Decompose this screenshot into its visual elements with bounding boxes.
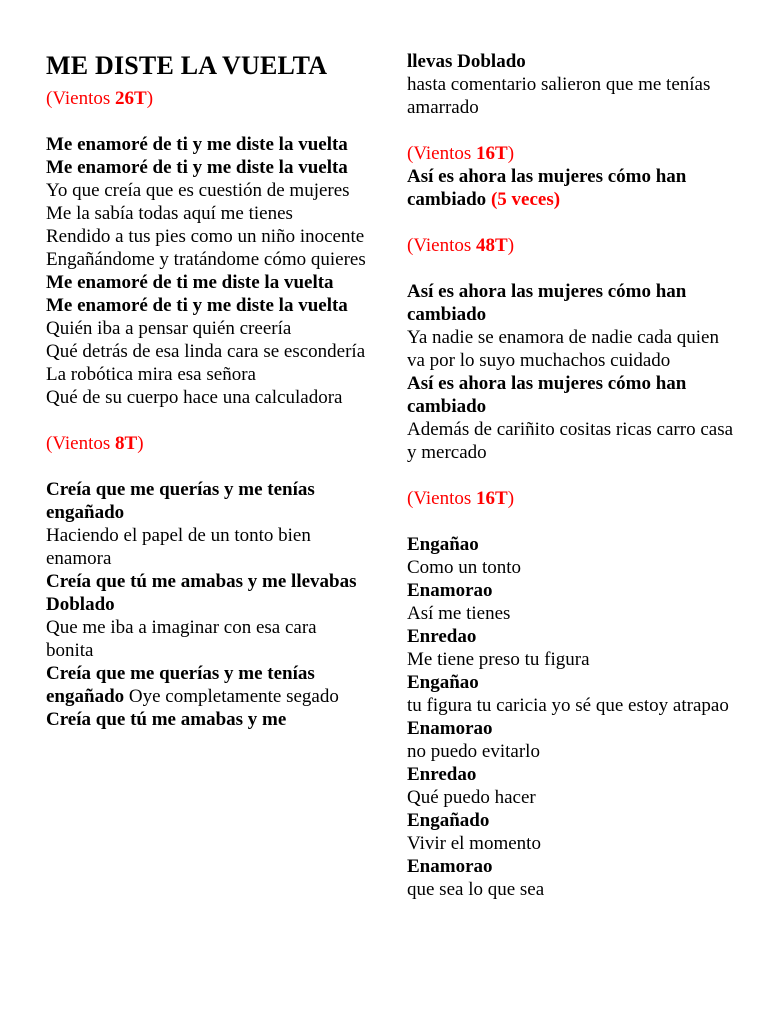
vientos-cue — [407, 142, 737, 165]
right-lyrics — [407, 50, 737, 901]
vientos-close: ) — [146, 88, 154, 109]
chorus-line: Me enamoré de ti y me diste la vuelta — [46, 134, 348, 155]
stanza-gap — [407, 211, 737, 234]
vientos-close: ) — [137, 433, 144, 454]
stanza-gap — [46, 110, 368, 133]
verse-line: Qué puedo hacer — [407, 787, 536, 808]
left-column — [46, 50, 368, 731]
stanza-gap — [46, 409, 368, 432]
vientos-close: ) — [507, 235, 515, 256]
stanza-gap — [407, 464, 737, 487]
verse-line: Rendido a tus pies como un niño inocente — [46, 226, 365, 247]
chorus-line: Engañado — [407, 810, 490, 831]
repeat-note: (5 veces) — [486, 189, 561, 210]
verse-line: Qué detrás de esa linda cara se escondería — [46, 341, 366, 362]
vientos-label: (Vientos — [407, 488, 477, 509]
chorus-line: Enamorao — [407, 718, 493, 739]
verse-line: Quién iba a pensar quién creería — [46, 318, 292, 339]
mixed-line — [46, 662, 368, 708]
vientos-count: 16T — [476, 488, 508, 509]
chorus-line: Me enamoré de ti y me diste la vuelta — [46, 295, 348, 316]
vientos-close: ) — [507, 143, 515, 164]
vientos-label: (Vientos — [407, 235, 477, 256]
verse-line: Así me tienes — [407, 603, 511, 624]
verse-line: hasta comentario salieron que me tenías amarrado — [407, 74, 711, 118]
vientos-cue — [407, 234, 737, 257]
vientos-count: 8T — [115, 433, 138, 454]
chorus-line: llevas Doblado — [407, 51, 526, 72]
chorus-line: Me enamoré de ti me diste la vuelta — [46, 272, 334, 293]
verse-line: Como un tonto — [407, 557, 522, 578]
verse-line: no puedo evitarlo — [407, 741, 540, 762]
verse-line: Vivir el momento — [407, 833, 541, 854]
verse-line: Me la sabía todas aquí me tienes — [46, 203, 293, 224]
vientos-close: ) — [507, 488, 515, 509]
vientos-count: 48T — [476, 235, 508, 256]
vientos-count: 16T — [476, 143, 508, 164]
chorus-line: Engañao — [407, 534, 479, 555]
chorus-line: Así es ahora las mujeres cómo han cambiado — [407, 281, 687, 325]
chorus-line: Enredao — [407, 764, 477, 785]
chorus-line: Creía que tú me amabas y me llevabas Doblado — [46, 571, 357, 615]
stanza-gap — [407, 257, 737, 280]
verse-line: Qué de su cuerpo hace una calculadora — [46, 387, 343, 408]
chorus-line-repeat — [407, 165, 737, 211]
chorus-part: Creía que me querías y me tenías engañado — [46, 663, 315, 707]
vientos-label: (Vientos — [46, 88, 116, 109]
verse-line: Yo que creía que es cuestión de mujeres — [46, 180, 350, 201]
vientos-label: (Vientos — [407, 143, 477, 164]
chorus-part: Así es ahora las mujeres cómo han cambiado — [407, 166, 687, 210]
verse-line: Ya nadie se enamora de nadie cada quien va por lo suyo muchachos cuidado — [407, 327, 719, 371]
verse-line: Haciendo el papel de un tonto bien enamora — [46, 525, 311, 569]
chorus-line: Enamorao — [407, 856, 493, 877]
left-lyrics — [46, 87, 368, 731]
chorus-line: Enredao — [407, 626, 477, 647]
song-title: ME DISTE LA VUELTA — [46, 51, 328, 80]
chorus-line: Me enamoré de ti y me diste la vuelta — [46, 157, 348, 178]
verse-line: Que me iba a imaginar con esa cara bonita — [46, 617, 317, 661]
vientos-label: (Vientos — [46, 433, 116, 454]
verse-line: La robótica mira esa señora — [46, 364, 256, 385]
verse-line: tu figura tu caricia yo sé que estoy atrapao — [407, 695, 729, 716]
vientos-count: 26T — [115, 88, 147, 109]
chorus-line: Así es ahora las mujeres cómo han cambiado — [407, 373, 687, 417]
chorus-line: Creía que me querías y me tenías engañado — [46, 479, 315, 523]
chorus-line: Engañao — [407, 672, 479, 693]
chorus-line: Enamorao — [407, 580, 493, 601]
vientos-cue — [46, 87, 368, 110]
verse-line: Engañándome y tratándome cómo quieres — [46, 249, 366, 270]
verse-line: Además de cariñito cositas ricas carro casa y mercado — [407, 419, 734, 463]
vientos-cue — [46, 432, 368, 455]
vientos-cue — [407, 487, 737, 510]
stanza-gap — [407, 510, 737, 533]
stanza-gap — [407, 119, 737, 142]
verse-line: Me tiene preso tu figura — [407, 649, 590, 670]
right-column — [407, 50, 737, 901]
verse-line: que sea lo que sea — [407, 879, 545, 900]
stanza-gap — [46, 455, 368, 478]
verse-part: Oye completamente segado — [124, 686, 339, 707]
chorus-line: Creía que tú me amabas y me — [46, 709, 287, 730]
